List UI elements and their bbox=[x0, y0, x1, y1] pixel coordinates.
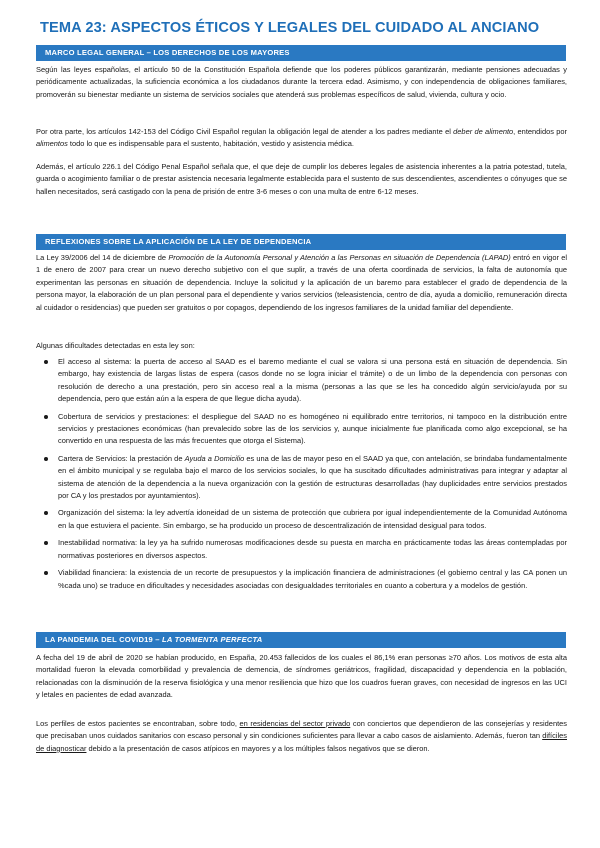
list-item-cartera bbox=[36, 453, 567, 503]
list-item-organizacion bbox=[36, 507, 567, 532]
text-run: con conciertos que dependieron de las consejerías y residentes que precisaban unos cuidados sanitarios con escaso personal y sin condiciones suficientes para llevar a cabo casos de aislamiento. Además, fueron tan bbox=[36, 719, 567, 741]
document-title: TEMA 23: ASPECTOS ÉTICOS Y LEGALES DEL CUIDADO AL ANCIANO bbox=[40, 20, 540, 36]
underlined-text-diagnosticar: difíciles de diagnosticar bbox=[36, 731, 567, 753]
list-item-text: Inestabilidad normativa: la ley ya ha sufrido numerosas modificaciones desde su puesta en marcha en prácticamente todas las áreas contempladas por normativas posteriores en diversos aspectos. bbox=[58, 538, 567, 560]
paragraph-lapad bbox=[36, 252, 567, 314]
list-item-text: Cobertura de servicios y prestaciones: el despliegue del SAAD no es homogéneo ni equilibrado entre territorios, ni tampoco en la distribución entre servicios y prestaciones económicas (han prevalecido sobre las de los servicios y, aunque inicialmente fue planificada como algo excepcional, se ha convertido en una respuesta de las más frecuentes que otorga el Sistema). bbox=[58, 411, 567, 446]
list-item-text: El acceso al sistema: la puerta de acceso al SAAD es el baremo mediante el cual se valora si una persona está en situación de dependencia. Sin embargo, hay existencia de largas listas de espera (casos donde no se logra iniciar el trámite) o de un limbo de la dependencia con personas con resolución de derecho a una prestación, pero sin acceso real a la misma (personas a las que se les ha concedido algún servicio/ayuda por su dependencia, pero que están aún a la espera de que llegue dicha ayuda). bbox=[58, 357, 567, 404]
section-heading-ley-dependencia: REFLEXIONES SOBRE LA APLICACIÓN DE LA LEY DE DEPENDENCIA bbox=[36, 234, 566, 250]
section-heading-covid bbox=[36, 632, 566, 648]
italic-law-title: Promoción de la Autonomía Personal y Atención a las Personas en situación de Dependencia (LAPAD) bbox=[168, 253, 511, 262]
paragraph-covid-perfiles bbox=[36, 718, 567, 755]
difficulties-list bbox=[36, 356, 567, 592]
list-lead: Algunas dificultades detectadas en esta ley son: bbox=[36, 341, 195, 350]
italic-term-deber-alimento: deber de alimento bbox=[453, 127, 514, 136]
text-run: , entendidos por bbox=[513, 127, 567, 136]
italic-term-alimentos: alimentos bbox=[36, 139, 68, 149]
heading-text: LA PANDEMIA DEL COVID19 – bbox=[45, 635, 163, 644]
bullet-icon bbox=[44, 541, 48, 545]
text-run: entró en vigor el 1 de enero de 2007 para crear un nuevo derecho subjetivo con el que suplir, a través de una oferta coordinada de servicios, la falta de autonomía que experimentan las personas en situación de dependencia. Incluye la solicitud y la aplicación de un baremo para establecer el grado de dependencia de la persona mayor, la elaboración de un plan personal para el dependiente y varios servicios (teleasistencia, centro de día, ayuda a domicilio, remuneración directa al cuidador o residencias) que pueden ser gratuitos o por copagos, dependiendo de los ingresos familiares de la unidad familiar del dependiente. bbox=[36, 253, 567, 312]
underlined-text-residencias: en residencias del sector privado bbox=[239, 719, 351, 728]
list-item-cobertura bbox=[36, 411, 567, 448]
section-heading-marco-legal: MARCO LEGAL GENERAL – LOS DERECHOS DE LOS MAYORES bbox=[36, 45, 566, 61]
list-item-text: Organización del sistema: la ley advertía idoneidad de un sistema de protección que cubriera por igual independientemente de la Comunidad Autónoma en la que estuviera el paciente. Sin embargo, se ha producido un proceso de descentralización de intensidad desigual para todos. bbox=[58, 508, 567, 530]
paragraph-codigo-civil bbox=[36, 126, 567, 151]
list-item-text: Viabilidad financiera: la existencia de un recorte de presupuestos y la implicación financiera de administraciones (el gobierno central y las CA ponen un %cada uno) se traduce en dificultades y necesidades asociadas con desigualdades territoriales en cuanto a cobertura y a modelos de gestión. bbox=[58, 568, 567, 590]
italic-term-ayuda-domicilio: Ayuda a Domicilio bbox=[184, 453, 245, 463]
bullet-icon bbox=[44, 360, 48, 364]
list-item-acceso bbox=[36, 356, 567, 406]
paragraph-covid-mortalidad: A fecha del 19 de abril de 2020 se habían producido, en España, 20.453 fallecidos de los cuales el 86,1% eran personas ≥70 años. Los motivos de esta alta mortalidad fueron la elevada comorbilidad y prevalencia de demencia, de síndromes geriátricos, fragilidad, discapacidad y dependencia en la población, relacionadas con la disminución de la reserva fisiológica y una menor resiliencia que hizo que los cuadros fueran graves, con necesidad de ingresos en las UCI y letales en pacientes de edad avanzada. bbox=[36, 653, 567, 700]
bullet-icon bbox=[44, 571, 48, 575]
heading-italic-text: LA TORMENTA PERFECTA bbox=[162, 635, 263, 644]
list-item-viabilidad bbox=[36, 567, 567, 592]
bullet-icon bbox=[44, 415, 48, 419]
text-run: debido a la presentación de casos atípicos en mayores y a los múltiples falsos negativos que se dieron. bbox=[86, 743, 430, 753]
list-item-text: Cartera de Servicios: la prestación de bbox=[58, 453, 185, 463]
bullet-icon bbox=[44, 457, 48, 461]
bullet-icon bbox=[44, 511, 48, 515]
text-run: todo lo que es indispensable para el sustento, habitación, vestido y asistencia médica. bbox=[67, 139, 354, 149]
list-item-text: es una de las de mayor peso en el SAAD ya que, con antelación, se brindaba fundamentalmente en el ámbito municipal y se regulaba bajo el marco de los servicios sociales, lo que ha suscitado dificultades administrativas para integrar y adaptar al sistema de atención de la dependencia a la nueva organización con la gestión de estructuras desarrolladas (hay duplicidades entre servicios prestados por CA y los prestados por ayuntamientos). bbox=[58, 453, 567, 501]
list-item-inestabilidad bbox=[36, 537, 567, 562]
paragraph-constitucion: Según las leyes españolas, el artículo 50 de la Constitución Española defiende que los poderes públicos garantizarán, mediante pensiones adecuadas y periódicamente actualizadas, la suficiencia económica a los ciudadanos durante la tercera edad. Asimismo, y con independencia de obligaciones familiares, promoverán su bienestar mediante un sistema de servicios sociales que atenderá sus problemas específicos de salud, vivienda, cultura y ocio. bbox=[36, 65, 567, 99]
text-run: La Ley 39/2006 del 14 de diciembre de bbox=[36, 253, 169, 262]
paragraph-codigo-penal: Además, el artículo 226.1 del Código Penal Español señala que, el que deje de cumplir los deberes legales de asistencia inherentes a la patria potestad, tutela, guarda o acogimiento familiar o de prestar asistencia necesaria legalmente establecida para el sustento de sus descendientes, ascendientes o cónyuges que se hallen necesitados, será castigado con la pena de prisión de entre 3-6 meses o con una multa de entre 6-12 meses. bbox=[36, 162, 567, 196]
text-run: Por otra parte, los artículos 142-153 del Código Civil Español regulan la obligación legal de atender a los padres mediante el bbox=[36, 127, 454, 136]
text-run: Los perfiles de estos pacientes se encontraban, sobre todo, bbox=[36, 719, 240, 728]
